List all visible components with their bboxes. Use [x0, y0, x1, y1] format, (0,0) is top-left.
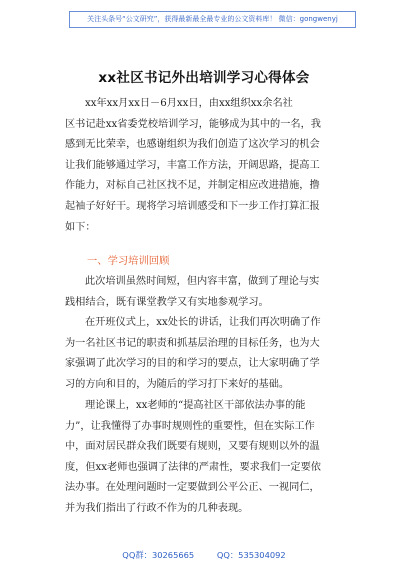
text-line: 家强调了此次学习的目的和学习的要点，让大家明确了学 [65, 358, 320, 370]
paragraph-theory [65, 396, 343, 520]
paragraph-intro [65, 94, 343, 238]
header-banner [69, 11, 356, 28]
qq-text: QQ：535304092 [216, 550, 286, 560]
header-note: 关注头条号“公文研究”，获得最新最全最专业的公文资料库！ 微信：gongwenyj [87, 15, 338, 23]
text-line: 如下： [65, 221, 96, 233]
section-heading: 一、学习培训回顾 [87, 255, 170, 267]
text-line: 并为我们指出了行政不作为的几种表现。 [65, 502, 249, 514]
text-line: 在开班仪式上，xx处长的讲话，让我们再次明确了作 [85, 317, 321, 328]
text-line: 习的方向和目的，为随后的学习打下来好的基础。 [65, 378, 290, 390]
text-line: xx年xx月xx日－6月xx日，由xx组织xx余名社 [85, 98, 293, 109]
text-line: 此次培训虽然时间短，但内容丰富，做到了理论与实 [85, 276, 320, 287]
text-line: 中，面对居民群众我们既要有规则，又要有规则以外的温 [65, 441, 320, 453]
text-line: 起袖子好好干。现将学习培训感受和下一步工作打算汇报 [65, 200, 320, 212]
text-line: 让我们能够通过学习，丰富工作方法，开阔思路，提高工 [65, 159, 320, 171]
page-footer [0, 549, 408, 561]
text-line: 力”，让我懂得了办事时规则性的重要性，但在实际工作 [65, 420, 315, 432]
paragraph-overview [65, 272, 343, 313]
text-line: 法办事。在处理问题时一定要做到公平公正、一视同仁， [65, 482, 320, 494]
text-line: 感到无比荣幸，也感谢组织为我们创造了这次学习的机会 [65, 139, 320, 151]
page-title: xx社区书记外出培训学习心得体会 [98, 70, 310, 86]
text-line: 践相结合，既有课堂教学又有实地参观学习。 [65, 296, 269, 308]
paragraph-opening [65, 313, 343, 395]
qq-group-text: QQ群：30265665 [122, 550, 195, 560]
text-line: 作能力，对标自己社区找不足，并制定相应改进措施，撸 [65, 180, 320, 192]
text-line: 理论课上，xx老师的“提高社区干部依法办事的能 [85, 400, 306, 411]
text-line: 度，但xx老师也强调了法律的严肃性，要求我们一定要依 [65, 461, 321, 473]
text-line: 区书记赴xx省委党校培训学习，能够成为其中的一名，我 [65, 118, 321, 130]
text-line: 为一名社区书记的职责和抓基层治理的目标任务，也为大 [65, 337, 320, 349]
